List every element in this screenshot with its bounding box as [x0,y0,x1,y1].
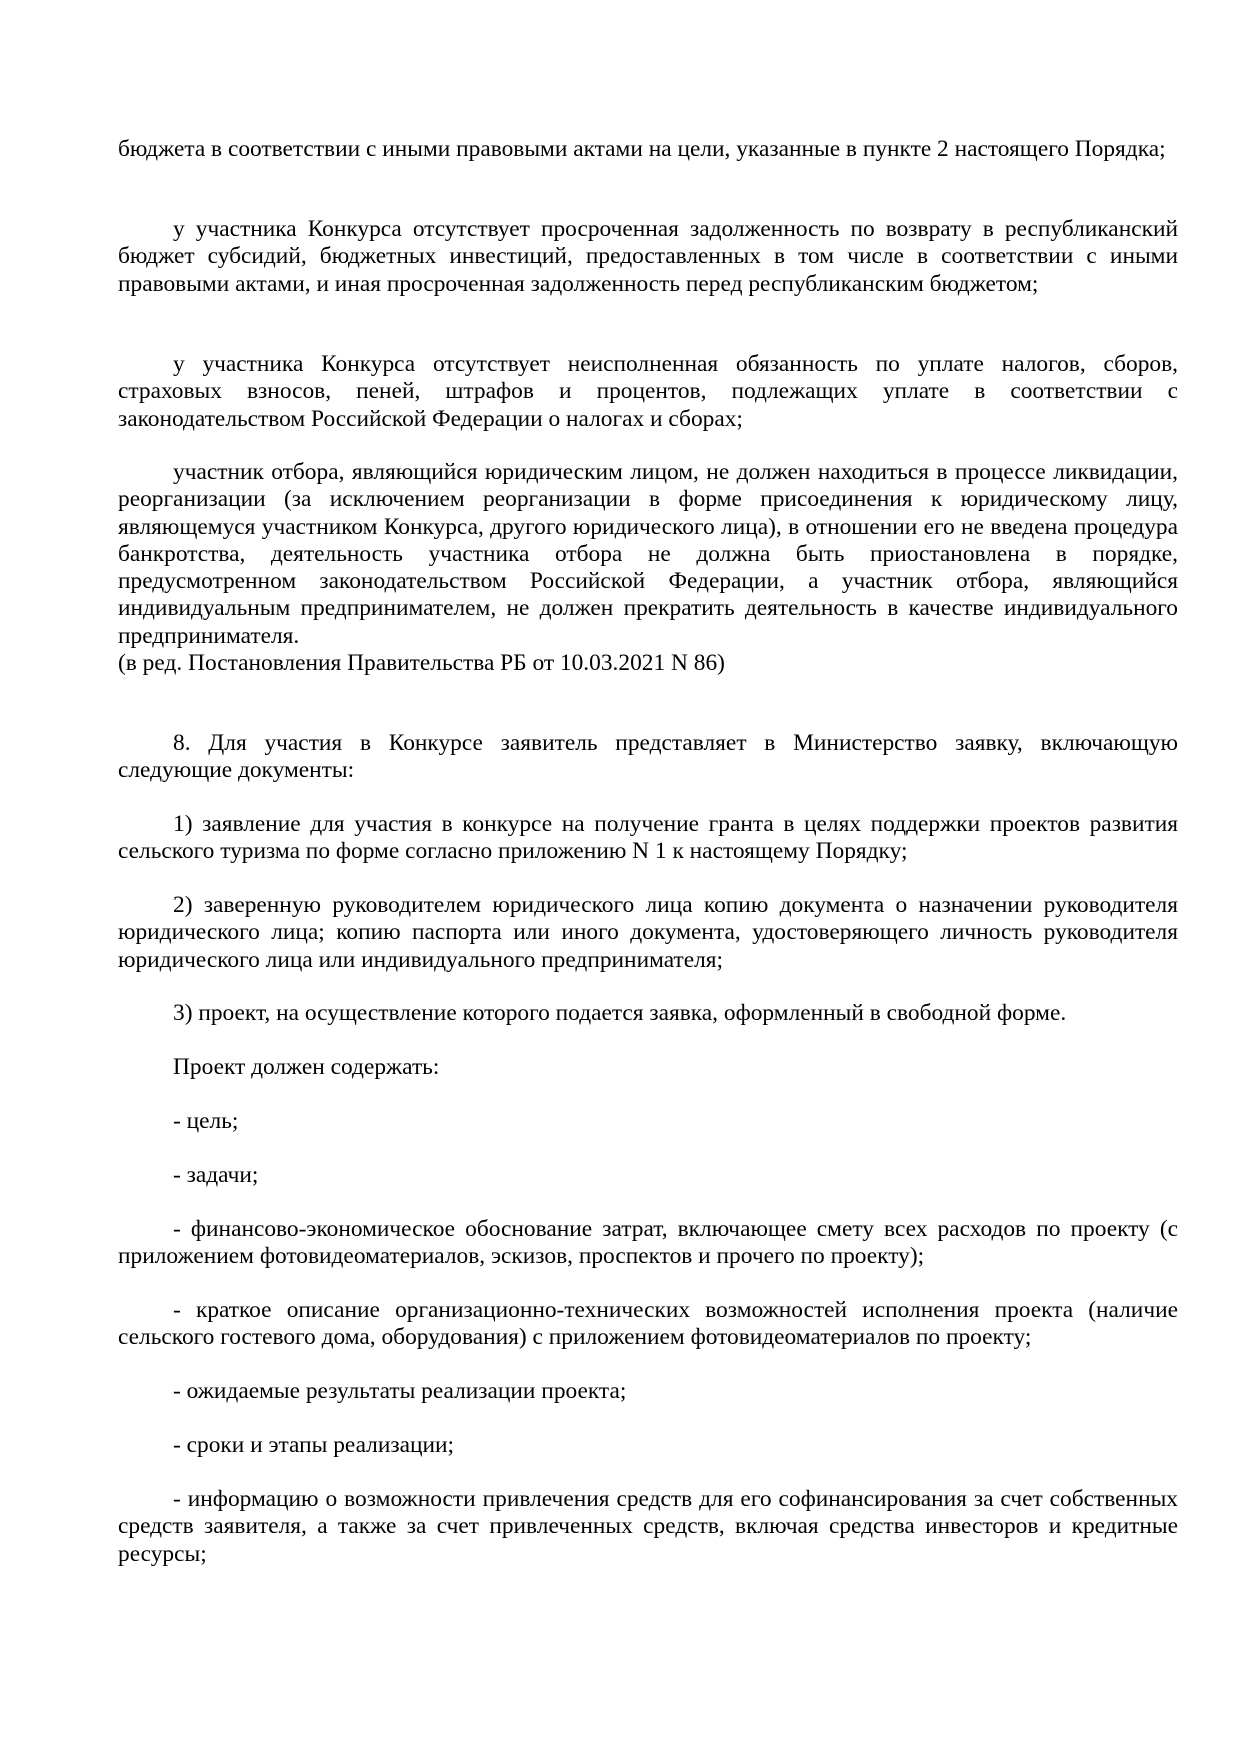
paragraph-budget-purposes: бюджета в соответствии с иными правовыми актами на цели, указанные в пункте 2 настоящего Порядка; [118,136,1166,162]
paragraph-project-contents-heading: Проект должен содержать: [173,1054,440,1080]
list-item-technical-capabilities: - краткое описание организационно-технических возможностей исполнения проекта (наличие сельского гостевого дома, оборудования) с приложением фотовидеоматериалов по проекту; [118,1297,1178,1351]
list-item-financial-justification: - финансово-экономическое обоснование затрат, включающее смету всех расходов по проекту (с приложением фотовидеоматериалов, эскизов, проспектов и прочего по проекту); [118,1216,1178,1270]
paragraph-legal-entity-block [118,459,1178,677]
list-item-cofinancing-info: - информацию о возможности привлечения средств для его софинансирования за счет собственных средств заявителя, а также за счет привлеченных средств, включая средства инвесторов и кредитные ресурсы; [118,1486,1178,1567]
amendment-note: (в ред. Постановления Правительства РБ от 10.03.2021 N 86) [118,650,725,677]
paragraph-subitem-2: 2) заверенную руководителем юридического лица копию документа о назначении руководителя юридического лица; копию паспорта или иного документа, удостоверяющего личность руководителя юридического лица или индивидуального предпринимателя; [118,892,1178,973]
list-item-goal: - цель; [173,1108,239,1134]
paragraph-subitem-1: 1) заявление для участия в конкурсе на получение гранта в целях поддержки проектов развития сельского туризма по форме согласно приложению N 1 к настоящему Порядку; [118,811,1178,865]
paragraph-item-8: 8. Для участия в Конкурсе заявитель представляет в Министерство заявку, включающую следующие документы: [118,730,1178,784]
list-item-tasks: - задачи; [173,1162,259,1188]
list-item-expected-results: - ожидаемые результаты реализации проекта; [173,1378,627,1404]
paragraph-legal-entity-status: участник отбора, являющийся юридическим лицом, не должен находиться в процессе ликвидации, реорганизации (за исключением реорганизации в форме присоединения к юридическому лицу, являющемуся участником Конкурса, другого юридического лица), в отношении его не введена процедура банкротства, деятельность участника отбора не должна быть приостановлена в порядке, предусмотренном законодательством Российской Федерации, а участник отбора, являющийся индивидуальным предпринимателем, не должен прекратить деятельность в качестве индивидуального предпринимателя. [118,459,1178,649]
list-item-timeline: - сроки и этапы реализации; [173,1432,455,1458]
paragraph-subitem-3: 3) проект, на осуществление которого подается заявка, оформленный в свободной форме. [173,1000,1067,1026]
paragraph-no-unpaid-taxes: у участника Конкурса отсутствует неисполненная обязанность по уплате налогов, сборов, страховых взносов, пеней, штрафов и процентов, подлежащих уплате в соответствии с законодательством Российской Федерации о налогах и сборах; [118,351,1178,432]
paragraph-no-overdue-debt: у участника Конкурса отсутствует просроченная задолженность по возврату в республиканский бюджет субсидий, бюджетных инвестиций, предоставленных в том числе в соответствии с иными правовыми актами, и иная просроченная задолженность перед республиканским бюджетом; [118,216,1178,297]
